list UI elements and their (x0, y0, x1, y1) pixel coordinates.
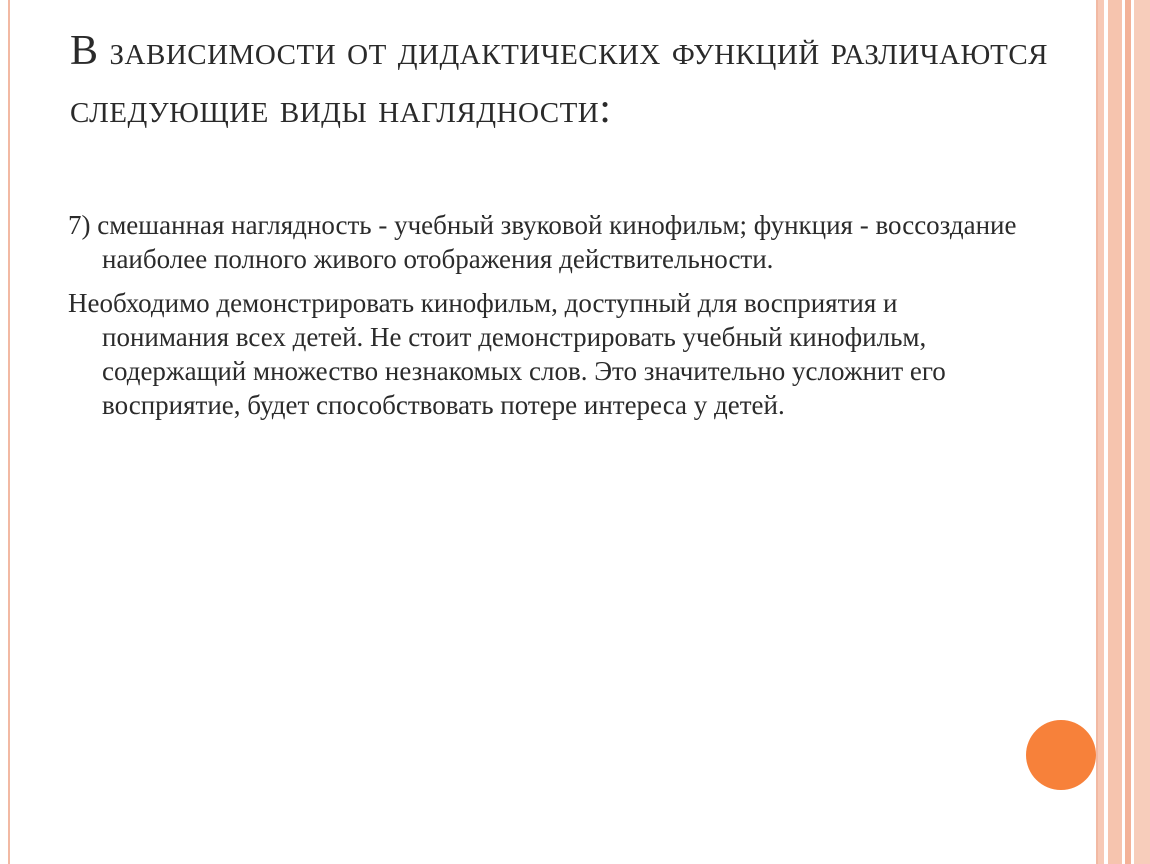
paragraph-film-recommendation: Необходимо демонстрировать кинофильм, доступный для восприятия и понимания всех детей. Не стоит демонстрировать учебный кинофильм, содержащий множество незнакомых слов. Это значительно усложнит его восприятие, будет способствовать потере интереса у детей. (68, 288, 946, 420)
slide-body (68, 208, 1028, 432)
slide-title: В зависимости от дидактических функций различаются следующие виды наглядности: (70, 28, 1049, 132)
decorative-stripe (1108, 0, 1122, 864)
decorative-stripe (1134, 0, 1150, 864)
paragraph-mixed-visualization: 7) смешанная наглядность - учебный звуковой кинофильм; функция - воссоздание наиболее полного живого отображения действительности. (68, 210, 1017, 274)
orange-circle-decoration (1026, 720, 1096, 790)
